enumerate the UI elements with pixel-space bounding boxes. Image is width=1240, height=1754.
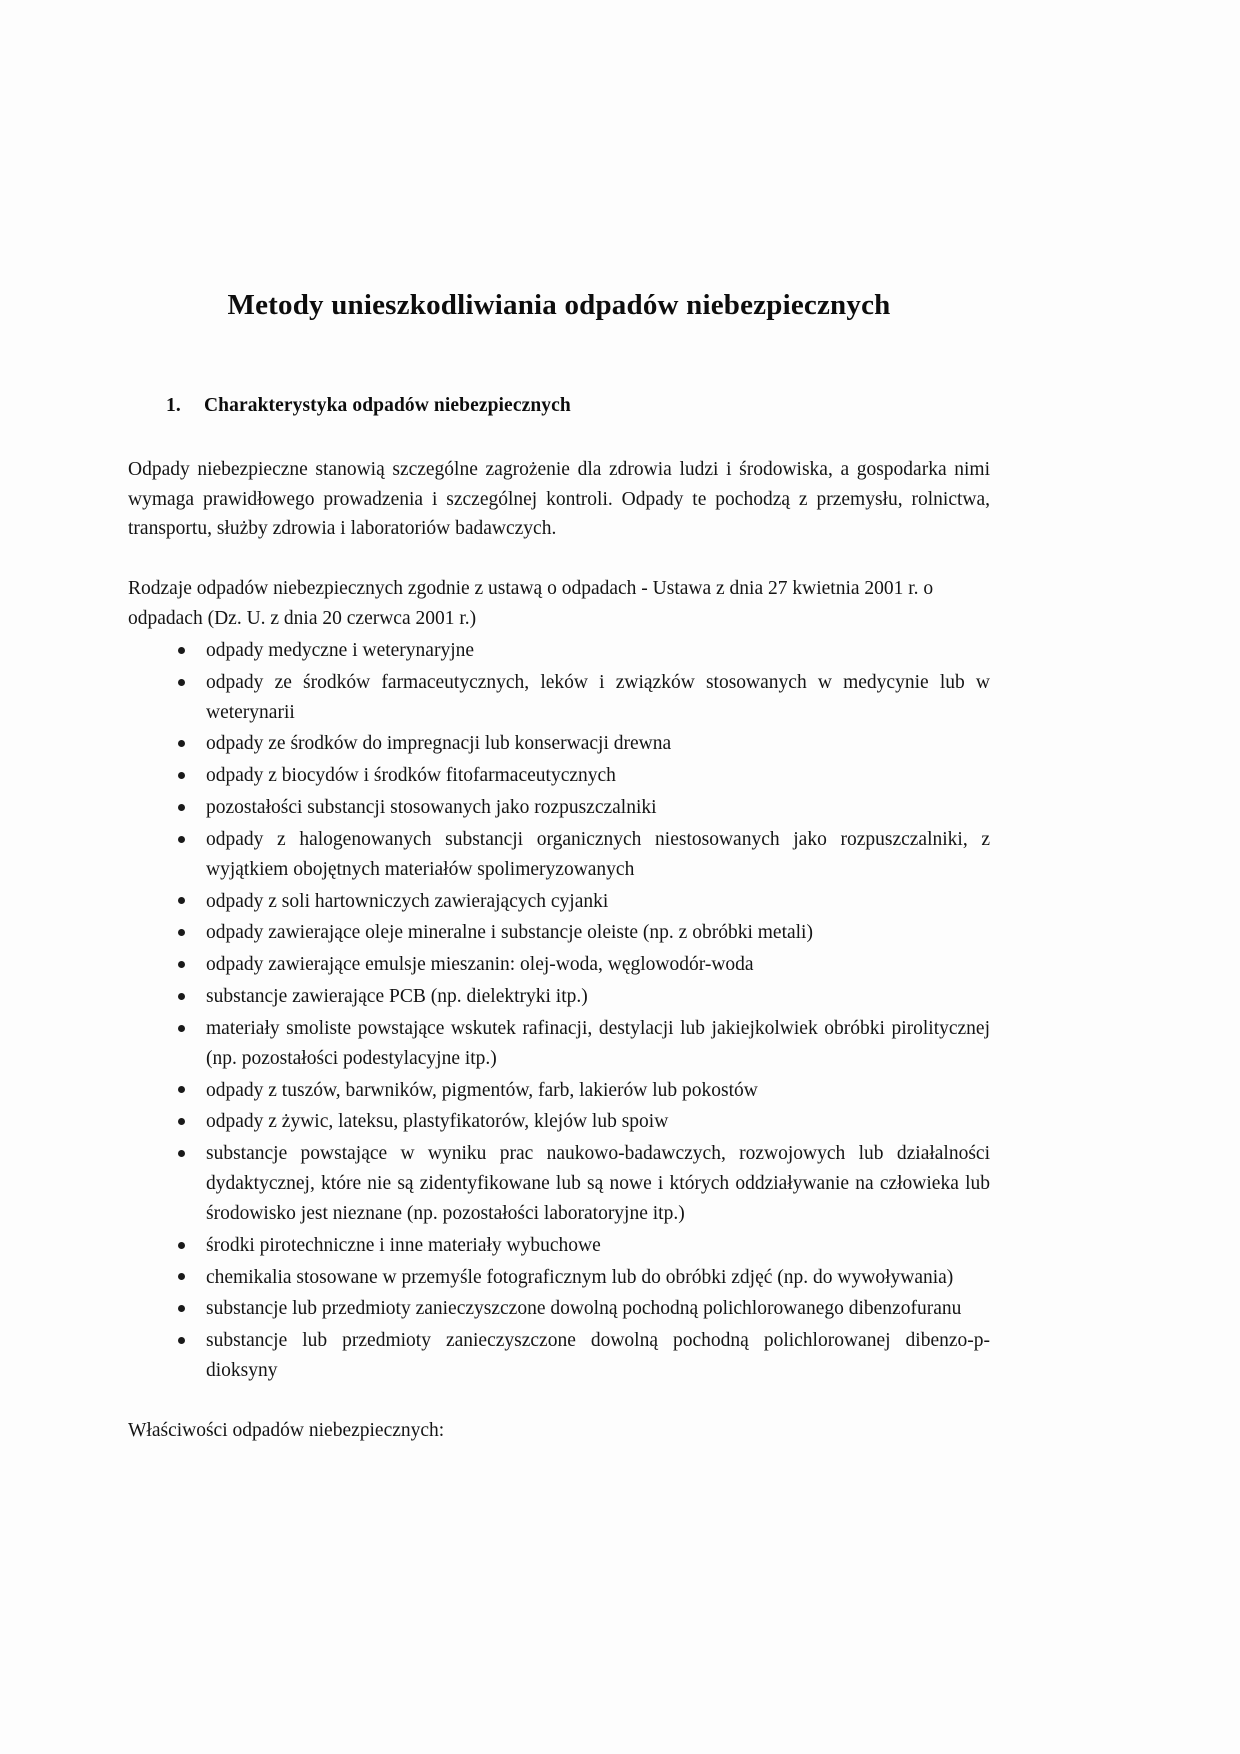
waste-types-lead-paragraph: Rodzaje odpadów niebezpiecznych zgodnie z ustawą o odpadach - Ustawa z dnia 27 kwietnia 2001 r. o odpadach (Dz. U. z dnia 20 czerwca 2001 r.) — [128, 578, 934, 630]
list-item — [174, 1263, 990, 1293]
list-item-label: odpady zawierające emulsje mieszanin: olej-woda, węglowodór-woda — [206, 954, 754, 976]
list-item-label: odpady medyczne i weterynaryjne — [206, 639, 475, 661]
list-item-label: chemikalia stosowane w przemyśle fotograficznym lub do obróbki zdjęć (np. do wywoływania) — [206, 1266, 954, 1288]
bullet-dot-icon — [178, 897, 185, 904]
list-item — [174, 793, 990, 823]
list-item — [174, 918, 990, 948]
page-title: Metody unieszkodliwiania odpadów niebezpiecznych — [227, 289, 891, 321]
list-item-label: odpady zawierające oleje mineralne i substancje oleiste (np. z obróbki metali) — [206, 922, 813, 944]
page-content — [128, 0, 990, 1446]
bullet-dot-icon — [178, 929, 185, 936]
list-item — [174, 1014, 990, 1074]
list-item — [174, 1326, 990, 1386]
bullet-dot-icon — [178, 804, 185, 811]
list-item — [174, 1139, 990, 1228]
bullet-dot-icon — [178, 836, 185, 843]
list-item — [174, 1294, 990, 1324]
bullet-dot-icon — [178, 1273, 185, 1280]
bullet-dot-icon — [178, 1150, 185, 1157]
list-item-label: pozostałości substancji stosowanych jako rozpuszczalniki — [206, 797, 657, 819]
section-heading-label: Charakterystyka odpadów niebezpiecznych — [204, 394, 571, 416]
bullet-dot-icon — [178, 961, 185, 968]
bullet-dot-icon — [178, 1025, 185, 1032]
list-item — [174, 729, 990, 759]
bullet-dot-icon — [178, 772, 185, 779]
section-number: 1. — [166, 394, 181, 416]
bullet-dot-icon — [178, 740, 185, 747]
list-item-label: odpady z biocydów i środków fitofarmaceutycznych — [206, 765, 616, 787]
list-item — [174, 761, 990, 791]
list-item — [174, 668, 990, 728]
list-item-label: odpady z żywic, lateksu, plastyfikatorów, klejów lub spoiw — [206, 1111, 669, 1133]
list-item — [174, 1107, 990, 1137]
list-item — [174, 982, 990, 1012]
section-heading — [128, 323, 990, 417]
list-item-label: substancje lub przedmioty zanieczyszczone dowolną pochodną polichlorowanego dibenzofuranu — [206, 1298, 962, 1320]
intro-paragraph: Odpady niebezpieczne stanowią szczególne zagrożenie dla zdrowia ludzi i środowiska, a gospodarka nimi wymaga prawidłowego prowadzenia i szczególnej kontroli. Odpady te pochodzą z przemysłu, rolnictwa, transportu, służby zdrowia i laboratoriów badawczych. — [128, 458, 990, 540]
list-item-label: odpady ze środków farmaceutycznych, leków i związków stosowanych w medycynie lub w weterynarii — [206, 671, 990, 723]
list-item — [174, 825, 990, 885]
bullet-dot-icon — [178, 1242, 185, 1249]
bullet-dot-icon — [178, 1337, 185, 1344]
list-item — [174, 887, 990, 917]
bullet-dot-icon — [178, 647, 185, 654]
list-item-label: odpady z halogenowanych substancji organicznych niestosowanych jako rozpuszczalniki, z wyjątkiem obojętnych materiałów spolimeryzowanych — [206, 828, 990, 880]
bullet-dot-icon — [178, 993, 185, 1000]
list-item-label: odpady ze środków do impregnacji lub konserwacji drewna — [206, 733, 672, 755]
waste-types-list — [128, 636, 990, 1386]
closing-paragraph: Właściwości odpadów niebezpiecznych: — [128, 1419, 445, 1441]
list-item-label: substancje zawierające PCB (np. dielektryki itp.) — [206, 986, 588, 1008]
list-item — [174, 1076, 990, 1106]
bullet-dot-icon — [178, 1086, 185, 1093]
list-item-label: środki pirotechniczne i inne materiały wybuchowe — [206, 1234, 601, 1256]
bullet-dot-icon — [178, 1305, 185, 1312]
list-item-label: materiały smoliste powstające wskutek rafinacji, destylacji lub jakiejkolwiek obróbki pirolitycznej (np. pozostałości podestylacyjne itp.) — [206, 1017, 990, 1069]
bullet-dot-icon — [178, 679, 185, 686]
list-item — [174, 1231, 990, 1261]
list-item-label: substancje lub przedmioty zanieczyszczone dowolną pochodną polichlorowanej dibenzo-p-dioksyny — [206, 1330, 990, 1381]
bullet-dot-icon — [178, 1118, 185, 1125]
list-item-label: odpady z soli hartowniczych zawierających cyjanki — [206, 890, 609, 912]
list-item-label: odpady z tuszów, barwników, pigmentów, farb, lakierów lub pokostów — [206, 1079, 758, 1101]
list-item — [174, 950, 990, 980]
list-item — [174, 636, 990, 666]
list-item-label: substancje powstające w wyniku prac naukowo-badawczych, rozwojowych lub działalności dydaktycznej, które nie są zidentyfikowane lub są nowe i których oddziaływanie na człowieka lub środowisko jest nieznane (np. pozostałości laboratoryjne itp.) — [206, 1143, 990, 1224]
